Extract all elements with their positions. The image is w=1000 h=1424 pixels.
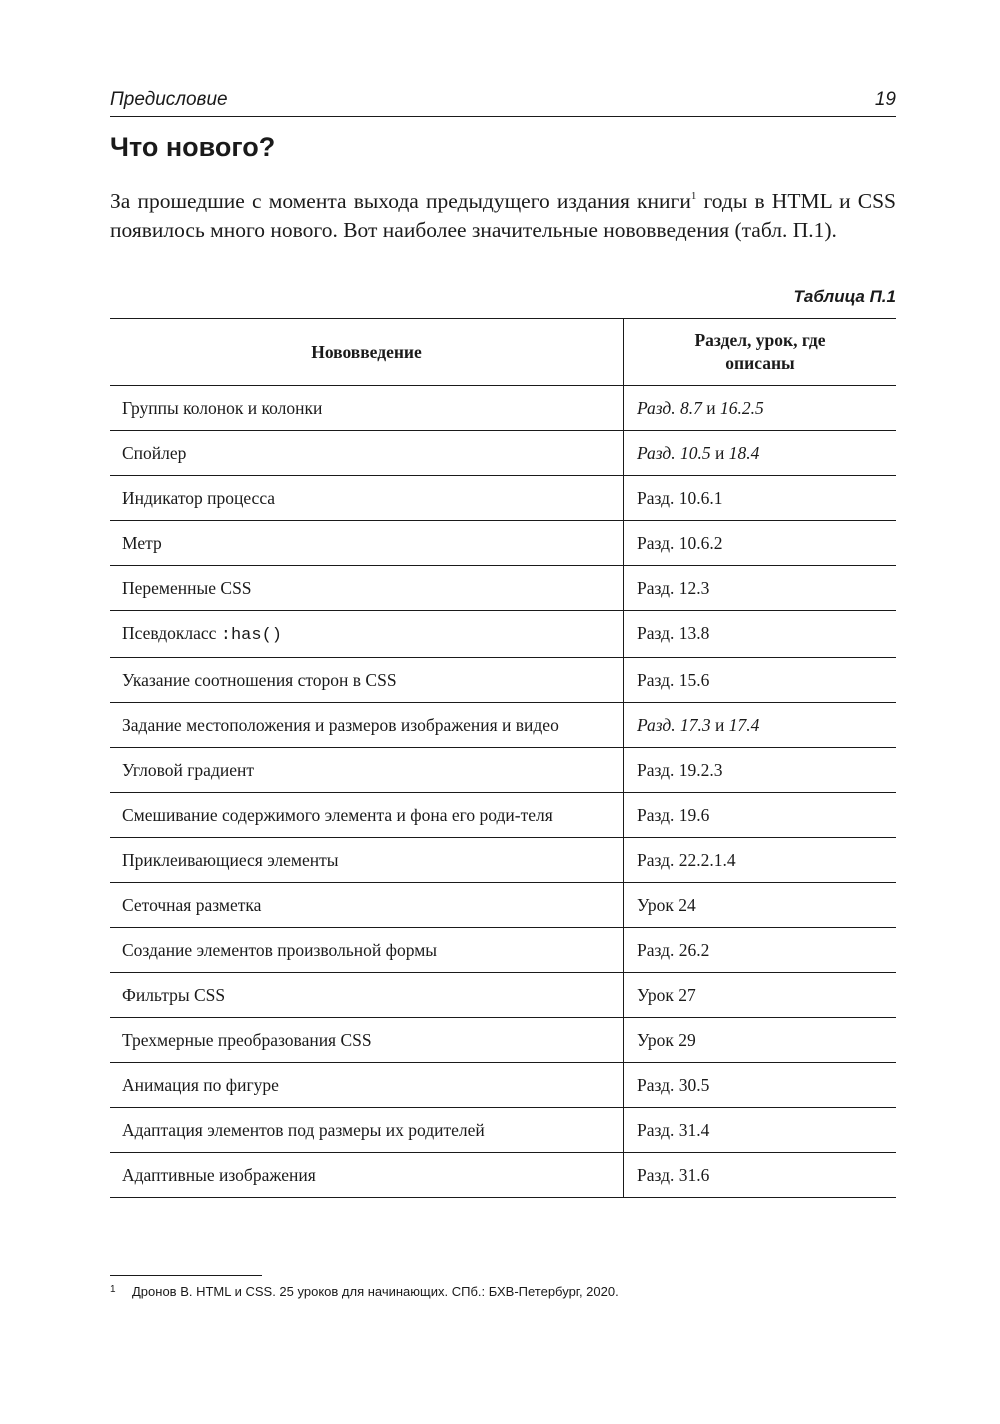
table-row xyxy=(110,431,896,476)
feature-cell: Спойлер xyxy=(110,431,624,476)
footnote-text: Дронов В. HTML и CSS. 25 уроков для начинающих. СПб.: БХВ-Петербург, 2020. xyxy=(132,1284,619,1299)
table-row xyxy=(110,838,896,883)
section-heading: Что нового? xyxy=(110,132,276,162)
section-cell: Разд. 13.8 xyxy=(624,611,897,658)
running-head xyxy=(110,88,896,117)
footnote-divider xyxy=(110,1275,262,1276)
table-row xyxy=(110,973,896,1018)
intro-text-end: годы в HTML и CSS появилось много нового. Вот наиболее значительные нововведения (табл. П.1). xyxy=(110,189,897,242)
section-cell xyxy=(624,431,897,476)
section-cell: Разд. 22.2.1.4 xyxy=(624,838,897,883)
feature-cell: Создание элементов произвольной формы xyxy=(110,928,624,973)
header-feature: Нововведение xyxy=(110,319,624,386)
feature-text: Псевдокласс xyxy=(122,623,221,643)
section-cell: Урок 29 xyxy=(624,1018,897,1063)
code-fragment: :has() xyxy=(220,626,282,645)
section-conjunction: и xyxy=(701,398,720,418)
table-row xyxy=(110,928,896,973)
intro-text-start: За прошедшие с момента выхода предыдущего издания книги xyxy=(110,189,691,213)
running-head-title: Предисловие xyxy=(110,89,228,110)
section-cell xyxy=(624,386,897,431)
table-caption: Таблица П.1 xyxy=(793,287,896,306)
section-cell: Разд. 12.3 xyxy=(624,566,897,611)
section-cell: Урок 27 xyxy=(624,973,897,1018)
feature-cell: Фильтры CSS xyxy=(110,973,624,1018)
table-row xyxy=(110,476,896,521)
feature-cell: Метр xyxy=(110,521,624,566)
feature-cell: Указание соотношения сторон в CSS xyxy=(110,658,624,703)
table-row xyxy=(110,1018,896,1063)
table-row xyxy=(110,658,896,703)
section-cell: Разд. 31.6 xyxy=(624,1153,897,1198)
table-row xyxy=(110,386,896,431)
feature-cell: Трехмерные преобразования CSS xyxy=(110,1018,624,1063)
section-cell: Разд. 19.2.3 xyxy=(624,748,897,793)
feature-cell: Анимация по фигуре xyxy=(110,1063,624,1108)
table-row xyxy=(110,793,896,838)
section-cell: Разд. 26.2 xyxy=(624,928,897,973)
table-row xyxy=(110,883,896,928)
footnote-mark: 1 xyxy=(110,1284,116,1295)
table-row xyxy=(110,611,896,658)
section-cell: Разд. 19.6 xyxy=(624,793,897,838)
section-cell: Разд. 10.6.1 xyxy=(624,476,897,521)
section-cell: Разд. 10.6.2 xyxy=(624,521,897,566)
feature-cell: Приклеивающиеся элементы xyxy=(110,838,624,883)
section-ref: 16.2.5 xyxy=(719,398,764,418)
section-ref: 18.4 xyxy=(728,443,760,463)
section-cell: Разд. 15.6 xyxy=(624,658,897,703)
feature-cell: Группы колонок и колонки xyxy=(110,386,624,431)
section-conjunction: и xyxy=(710,715,729,735)
section-ref: Разд. 10.5 xyxy=(637,443,711,463)
feature-cell: Адаптивные изображения xyxy=(122,1165,316,1185)
footnote-reference: 1 xyxy=(690,190,697,202)
section-cell: Разд. 31.4 xyxy=(624,1108,897,1153)
section-cell: Разд. 30.5 xyxy=(624,1063,897,1108)
table-row xyxy=(110,1108,896,1153)
section-conjunction: и xyxy=(710,443,729,463)
table-row xyxy=(110,1153,896,1198)
table-row xyxy=(110,703,896,748)
intro-paragraph xyxy=(110,187,896,245)
feature-cell: Индикатор процесса xyxy=(110,476,624,521)
section-ref: Разд. 17.3 xyxy=(637,715,711,735)
section-cell xyxy=(624,703,897,748)
section-ref: Разд. 8.7 xyxy=(637,398,702,418)
table-row xyxy=(110,1063,896,1108)
feature-cell: Сеточная разметка xyxy=(110,883,624,928)
table-row xyxy=(110,566,896,611)
section-ref: 17.4 xyxy=(728,715,760,735)
features-table xyxy=(110,318,896,1198)
page-number: 19 xyxy=(874,89,896,110)
header-section: Раздел, урок, где описаны xyxy=(624,319,897,386)
feature-cell: Смешивание содержимого элемента и фона его роди-теля xyxy=(110,793,624,838)
table-row xyxy=(110,521,896,566)
feature-cell: Задание местоположения и размеров изображения и видео xyxy=(110,703,624,748)
section-cell: Урок 24 xyxy=(624,883,897,928)
table-row xyxy=(110,748,896,793)
feature-cell: Адаптация элементов под размеры их родителей xyxy=(110,1108,624,1153)
table-header-row xyxy=(110,319,896,386)
feature-cell xyxy=(110,611,624,658)
feature-cell: Переменные CSS xyxy=(110,566,624,611)
feature-cell: Угловой градиент xyxy=(110,748,624,793)
